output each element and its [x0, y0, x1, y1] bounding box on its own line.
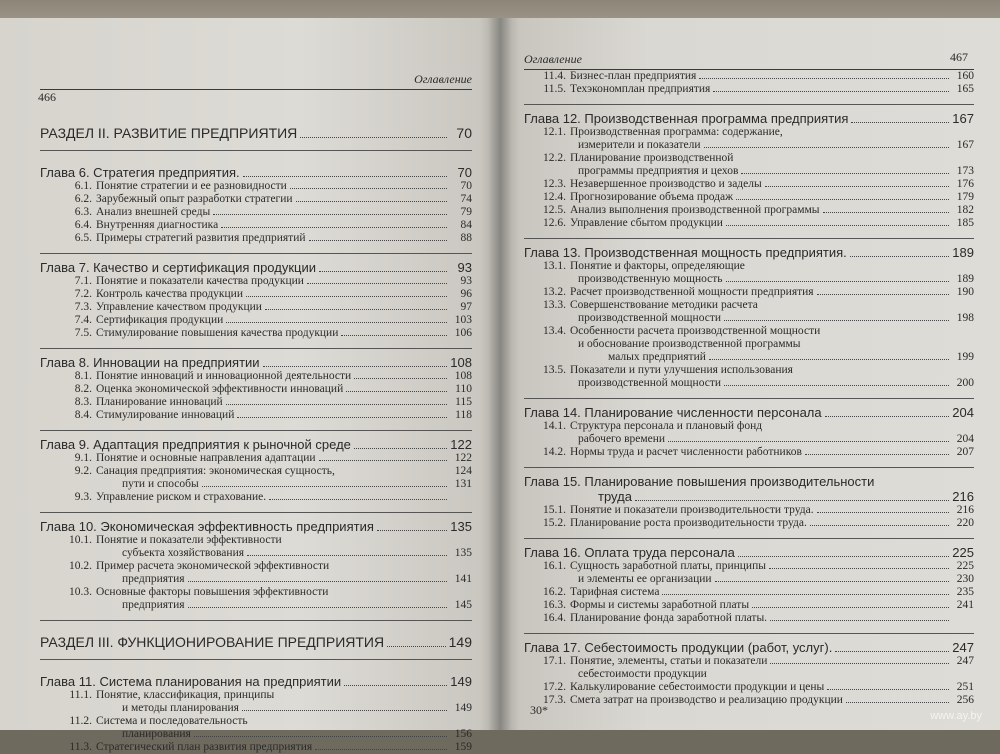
toc-entry-cont: производственной мощности 200: [578, 377, 974, 389]
toc-entry-cont: и элементы ее организации 230: [578, 573, 974, 585]
divider: [40, 430, 472, 431]
toc-entry-cont: и обоснование производственной программы: [578, 338, 801, 350]
divider: [524, 238, 974, 239]
toc-entry: 7.5. Стимулирование повышения качества продукции 106: [74, 327, 472, 339]
toc-entry: 7.1. Понятие и показатели качества продукции 93: [74, 275, 472, 287]
divider: [40, 512, 472, 513]
section-heading: РАЗДЕЛ III. ФУНКЦИОНИРОВАНИЕ ПРЕДПРИЯТИЯ 149: [40, 634, 472, 650]
left-page: [0, 18, 500, 753]
chapter-heading: Глава 9. Адаптация предприятия к рыночной среде 122: [40, 437, 472, 452]
toc-entry: 9.2. Санация предприятия: экономическая сущность, 124: [74, 465, 472, 477]
toc-entry: 9.3. Управление риском и страхование.: [64, 491, 472, 504]
toc-entry-cont: производственную мощность 189: [578, 273, 974, 285]
toc-entry: 9.1. Понятие и основные направления адаптации 122: [74, 452, 472, 464]
toc-entry: 6.5. Примеры стратегий развития предприятий 88: [74, 232, 472, 244]
divider: [40, 348, 472, 349]
toc-entry: 6.3. Анализ внешней среды 79: [74, 206, 472, 218]
toc-entry: 16.1. Сущность заработной платы, принципы 225: [543, 560, 974, 572]
toc-entry-cont: производственной мощности 198: [578, 312, 974, 324]
toc-entry: 12.5. Анализ выполнения производственной программы 182: [543, 204, 974, 216]
toc-entry-cont: субъекта хозяйствования 135: [122, 547, 472, 559]
toc-entry: 15.2. Планирование роста производительности труда. 220: [543, 517, 974, 529]
toc-entry-cont: программы предприятия и цехов 173: [578, 165, 974, 177]
chapter-heading: Глава 15. Планирование повышения производительности: [524, 474, 875, 489]
chapter-heading: Глава 16. Оплата труда персонала 225: [524, 545, 974, 560]
divider: [40, 150, 472, 151]
toc-entry: 11.2. Система и последовательность: [69, 715, 248, 727]
toc-entry: 7.4. Сертификация продукции 103: [74, 314, 472, 326]
chapter-heading: Глава 6. Стратегия предприятия. 70: [40, 165, 472, 180]
toc-entry: 7.3. Управление качеством продукции 97: [74, 301, 472, 313]
toc-entry: 15.1. Понятие и показатели производительности труда. 216: [543, 504, 974, 516]
divider: [40, 620, 472, 621]
toc-entry: 13.1. Понятие и факторы, определяющие: [543, 260, 745, 272]
toc-entry: 12.3. Незавершенное производство и заделы 176: [543, 178, 974, 190]
toc-entry: 10.3. Основные факторы повышения эффективности: [69, 586, 329, 598]
page-number: 466: [38, 90, 56, 104]
toc-entry: 6.2. Зарубежный опыт разработки стратегии 74: [74, 193, 472, 205]
toc-entry: 16.4. Планирование фонда заработной платы.: [538, 612, 974, 625]
toc-entry-cont: измерители и показатели 167: [578, 139, 974, 151]
toc-entry: 10.1. Понятие и показатели эффективности: [69, 534, 282, 546]
chapter-heading: Глава 10. Экономическая эффективность предприятия 135: [40, 519, 472, 534]
right-page: [500, 18, 1000, 730]
running-title: Оглавление: [414, 72, 472, 86]
toc-entry-cont: пути и способы 131: [122, 478, 472, 490]
toc-entry: 11.5. Техэкономплан предприятия 165: [543, 83, 974, 95]
chapter-heading: Глава 14. Планирование численности персонала 204: [524, 405, 974, 420]
toc-entry: 12.2. Планирование производственной: [543, 152, 734, 164]
toc-entry-cont: себестоимости продукции: [578, 668, 707, 680]
chapter-heading: Глава 7. Качество и сертификация продукции 93: [40, 260, 472, 275]
running-header: [524, 50, 974, 70]
toc-entry: 14.2. Нормы труда и расчет численности работников 207: [543, 446, 974, 458]
toc-entry: 17.1. Понятие, элементы, статьи и показатели 247: [543, 655, 974, 667]
toc-entry: 12.6. Управление сбытом продукции 185: [543, 217, 974, 229]
running-title: Оглавление: [524, 52, 582, 66]
watermark: www.ay.by: [930, 710, 982, 722]
toc-entry: 7.2. Контроль качества продукции 96: [74, 288, 472, 300]
open-book: [0, 18, 1000, 753]
chapter-heading: Глава 12. Производственная программа предприятия 167: [524, 111, 974, 126]
toc-entry: 8.4. Стимулирование инноваций 118: [74, 409, 472, 421]
toc-entry: 12.1. Производственная программа: содержание,: [543, 126, 783, 138]
toc-entry: 11.3. Стратегический план развития предприятия 159: [69, 741, 472, 753]
toc-entry: 11.1. Понятие, классификация, принципы: [69, 689, 275, 701]
chapter-heading: Глава 13. Производственная мощность предприятия. 189: [524, 245, 974, 260]
toc-entry: 6.1. Понятие стратегии и ее разновидности 70: [74, 180, 472, 192]
toc-entry: 10.2. Пример расчета экономической эффективности: [69, 560, 330, 572]
toc-entry: 17.3. Смета затрат на производство и реализацию продукции 256: [543, 694, 974, 706]
toc-entry: 13.5. Показатели и пути улучшения использования: [543, 364, 793, 376]
toc-entry: 17.2. Калькулирование себестоимости продукции и цены 251: [543, 681, 974, 693]
toc-entry-cont: предприятия 141: [122, 573, 472, 585]
toc-entry: 16.3. Формы и системы заработной платы 241: [543, 599, 974, 611]
divider: [524, 538, 974, 539]
toc-entry: 14.1. Структура персонала и плановый фонд: [543, 420, 763, 432]
toc-entry: 16.2. Тарифная система 235: [543, 586, 974, 598]
chapter-heading: Глава 8. Инновации на предприятии 108: [40, 355, 472, 370]
divider: [40, 253, 472, 254]
toc-entry: 13.2. Расчет производственной мощности предприятия 190: [543, 286, 974, 298]
divider: [40, 659, 472, 660]
divider: [524, 104, 974, 105]
toc-entry: 8.3. Планирование инноваций 115: [74, 396, 472, 408]
toc-entry: 13.3. Совершенствование методики расчета: [543, 299, 758, 311]
section-heading: РАЗДЕЛ II. РАЗВИТИЕ ПРЕДПРИЯТИЯ 70: [40, 125, 472, 141]
toc-entry: 13.4. Особенности расчета производственной мощности: [543, 325, 821, 337]
toc-entry: 11.4. Бизнес-план предприятия 160: [543, 70, 974, 82]
divider: [524, 398, 974, 399]
toc-entry-cont: планирования 156: [122, 728, 472, 740]
toc-entry: 8.2. Оценка экономической эффективности инноваций 110: [74, 383, 472, 395]
toc-entry-cont: предприятия 145: [122, 599, 472, 611]
toc-entry: 12.4. Прогнозирование объема продаж 179: [543, 191, 974, 203]
page-number: 467: [950, 50, 968, 64]
toc-entry-cont: и методы планирования 149: [122, 702, 472, 714]
divider: [524, 633, 974, 634]
book-spine-shadow: [488, 18, 512, 730]
signature-mark: 30*: [530, 703, 548, 717]
toc-entry-cont: малых предприятий 199: [608, 351, 974, 363]
toc-entry: 8.1. Понятие инноваций и инновационной деятельности 108: [74, 370, 472, 382]
chapter-heading: Глава 17. Себестоимость продукции (работ, услуг). 247: [524, 640, 974, 655]
toc-entry: 6.4. Внутренняя диагностика 84: [74, 219, 472, 231]
chapter-heading: Глава 11. Система планирования на предприятии 149: [40, 674, 472, 689]
chapter-heading-cont: труда 216: [598, 489, 974, 504]
running-header: [38, 70, 472, 104]
toc-entry-cont: рабочего времени 204: [578, 433, 974, 445]
divider: [524, 467, 974, 468]
